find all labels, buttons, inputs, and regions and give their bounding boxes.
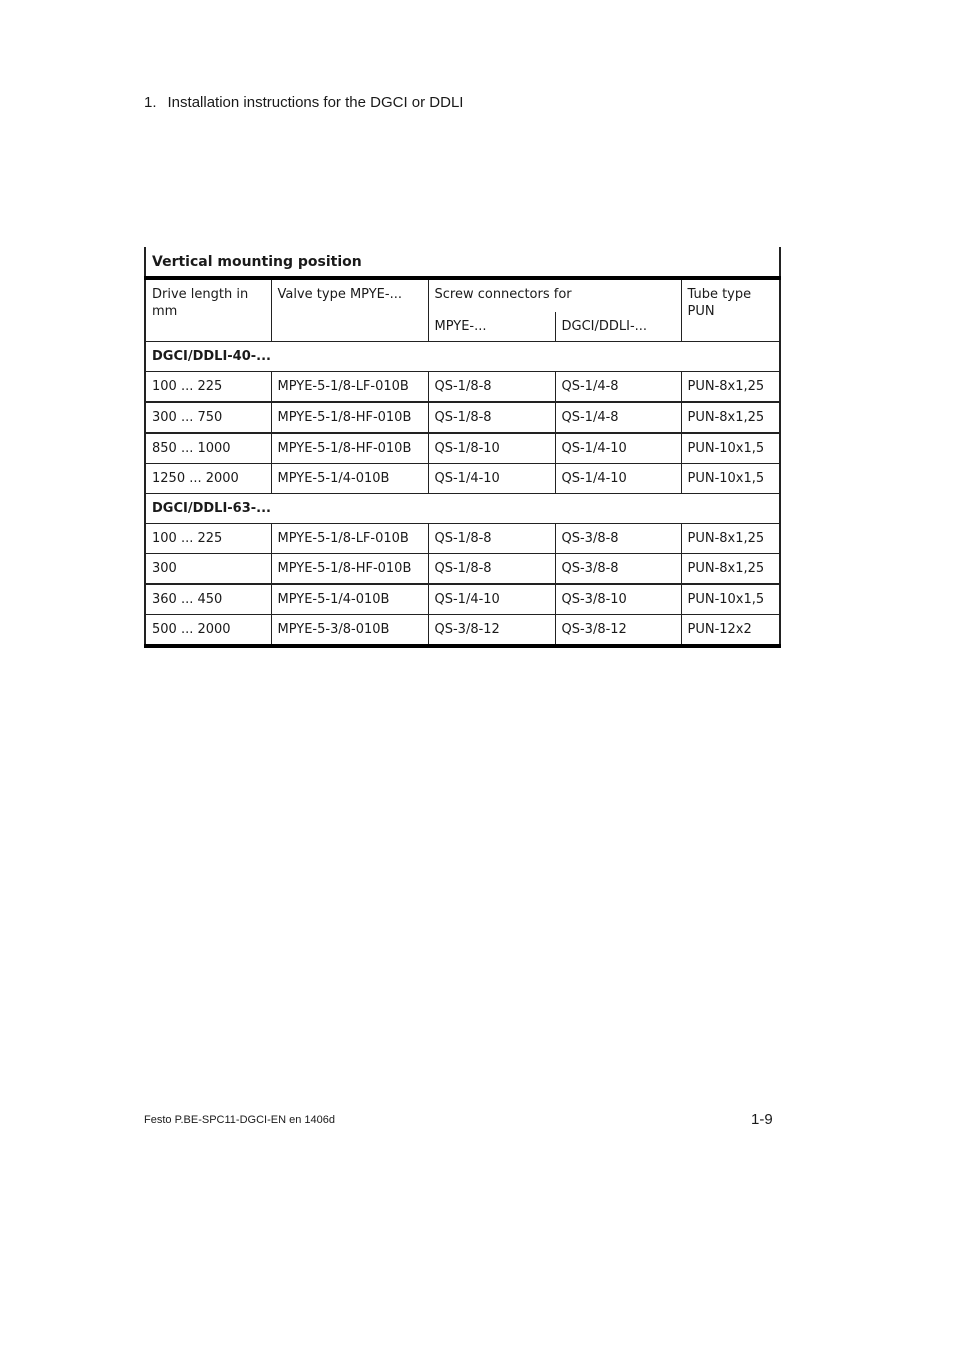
cell-valve-type: MPYE-5-1/4-010B [271,464,428,494]
cell-valve-type: MPYE-5-1/8-HF-010B [271,433,428,464]
cell-tube-type: PUN-8x1,25 [681,372,780,403]
section-number: 1. [144,94,157,111]
cell-screw-mpye: QS-1/8-10 [428,433,555,464]
cell-drive-length: 850 ... 1000 [145,433,271,464]
table-row [145,615,780,647]
header-drive-length: Drive length in mm [145,278,271,342]
cell-screw-dgci: QS-3/8-8 [555,554,681,585]
group-row [145,342,780,372]
cell-drive-length: 1250 ... 2000 [145,464,271,494]
header-screw-dgci: DGCI/DDLI-... [555,312,681,342]
cell-valve-type: MPYE-5-1/4-010B [271,584,428,615]
cell-screw-dgci: QS-3/8-10 [555,584,681,615]
cell-screw-mpye: QS-1/8-8 [428,372,555,403]
cell-tube-type: PUN-12x2 [681,615,780,647]
cell-screw-mpye: QS-1/8-8 [428,524,555,554]
table-title-row [145,247,780,278]
cell-drive-length: 360 ... 450 [145,584,271,615]
cell-screw-mpye: QS-1/4-10 [428,464,555,494]
cell-screw-dgci: QS-1/4-8 [555,372,681,403]
cell-tube-type: PUN-10x1,5 [681,433,780,464]
cell-tube-type: PUN-10x1,5 [681,464,780,494]
table-title: Vertical mounting position [145,247,780,278]
cell-screw-mpye: QS-1/8-8 [428,554,555,585]
cell-valve-type: MPYE-5-1/8-LF-010B [271,372,428,403]
cell-valve-type: MPYE-5-1/8-LF-010B [271,524,428,554]
cell-drive-length: 100 ... 225 [145,524,271,554]
group-row [145,494,780,524]
group-label: DGCI/DDLI-63-... [145,494,780,524]
cell-valve-type: MPYE-5-1/8-HF-010B [271,402,428,433]
cell-tube-type: PUN-8x1,25 [681,402,780,433]
footer-document-id: Festo P.BE-SPC11-DGCI-EN en 1406d [144,1114,335,1126]
cell-valve-type: MPYE-5-1/8-HF-010B [271,554,428,585]
cell-screw-mpye: QS-3/8-12 [428,615,555,647]
mounting-table [144,247,781,648]
cell-screw-mpye: QS-1/8-8 [428,402,555,433]
table-header-row [145,278,780,312]
header-tube-type: Tube type PUN [681,278,780,342]
header-valve-type: Valve type MPYE-... [271,278,428,342]
cell-screw-dgci: QS-1/4-10 [555,464,681,494]
table-row [145,584,780,615]
table-row [145,554,780,585]
page-header [144,94,463,111]
table-row [145,433,780,464]
table-row [145,464,780,494]
cell-screw-dgci: QS-3/8-12 [555,615,681,647]
table-row [145,402,780,433]
cell-drive-length: 300 [145,554,271,585]
table-row [145,524,780,554]
cell-tube-type: PUN-10x1,5 [681,584,780,615]
cell-drive-length: 500 ... 2000 [145,615,271,647]
cell-screw-dgci: QS-1/4-8 [555,402,681,433]
cell-valve-type: MPYE-5-3/8-010B [271,615,428,647]
cell-screw-dgci: QS-1/4-10 [555,433,681,464]
page-number: 1-9 [751,1111,773,1128]
cell-drive-length: 300 ... 750 [145,402,271,433]
cell-tube-type: PUN-8x1,25 [681,524,780,554]
cell-tube-type: PUN-8x1,25 [681,554,780,585]
header-screw-mpye: MPYE-... [428,312,555,342]
table-row [145,372,780,403]
section-title: Installation instructions for the DGCI or DDLI [167,94,464,111]
cell-screw-dgci: QS-3/8-8 [555,524,681,554]
header-screw-connectors: Screw connectors for [428,278,681,312]
cell-screw-mpye: QS-1/4-10 [428,584,555,615]
group-label: DGCI/DDLI-40-... [145,342,780,372]
cell-drive-length: 100 ... 225 [145,372,271,403]
